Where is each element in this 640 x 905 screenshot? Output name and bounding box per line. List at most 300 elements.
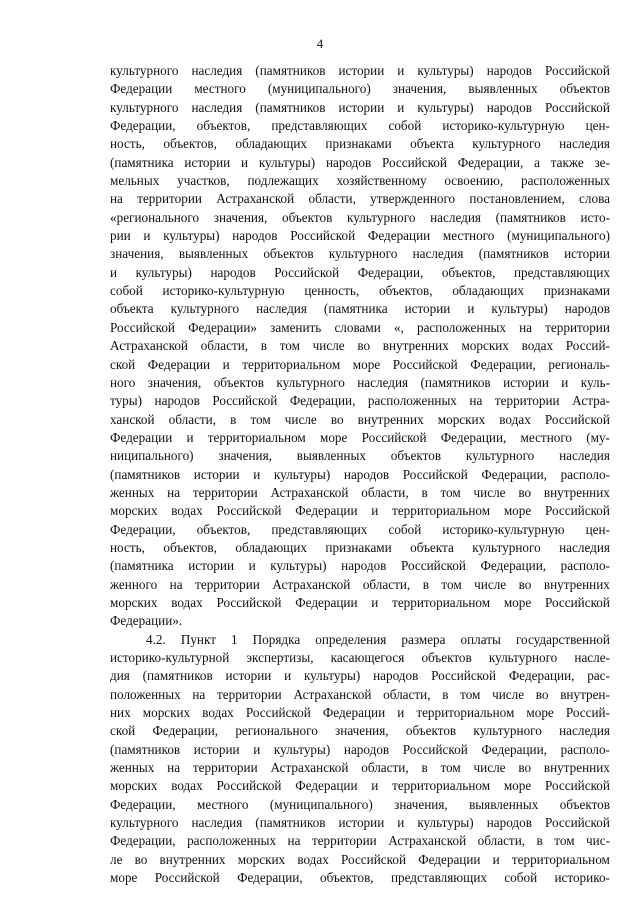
word: собой (388, 118, 422, 134)
word: культуры) (163, 228, 220, 244)
word: морских (237, 851, 286, 867)
word: народов (232, 228, 278, 244)
word: Федерации (110, 81, 173, 97)
word: Федерации, (481, 741, 547, 757)
word: в (421, 760, 428, 776)
word: (памятника (110, 558, 174, 574)
word: во (134, 851, 148, 867)
word: Астра- (572, 393, 610, 409)
word: экспертизы, (246, 650, 314, 665)
word: насле- (574, 650, 610, 665)
word: и (371, 503, 379, 519)
word: области, (361, 484, 409, 500)
word: Российской (154, 870, 220, 886)
word: и (371, 594, 379, 610)
word: расположенных (416, 319, 506, 335)
word: Российской (544, 99, 610, 115)
word: историко-культурную (442, 118, 565, 134)
word: истории (188, 558, 235, 574)
word: области, (168, 411, 217, 427)
word: положенных (110, 686, 181, 702)
word: народов (154, 393, 200, 409)
word: культурного (328, 246, 398, 262)
word: Федерации, (237, 870, 303, 886)
word: Федерации, (110, 118, 176, 134)
word: Федерации, (508, 668, 575, 684)
word: (памятников (478, 246, 549, 262)
word: объектов, (163, 136, 217, 152)
text-line (110, 484, 610, 502)
word: «регионального (110, 209, 200, 225)
word: объектов (213, 374, 264, 390)
word: территории (195, 576, 260, 592)
word: Российской (544, 815, 610, 831)
word: обладающих (235, 136, 307, 152)
word: культурного (488, 650, 558, 665)
word: Астраханской (293, 686, 372, 702)
word: Федерации, (110, 521, 176, 537)
word: объектов, (196, 118, 251, 134)
word: (памятников (255, 63, 326, 78)
word: на (167, 760, 181, 776)
text-line (110, 869, 610, 887)
word: и (397, 705, 405, 721)
word: (памятника (323, 301, 388, 317)
word: располо- (560, 466, 610, 482)
text-line (110, 282, 610, 300)
word: историко-культурной (110, 650, 230, 665)
word: культурного (472, 136, 541, 152)
word: Федерации (295, 594, 358, 610)
word: объекта (110, 301, 154, 317)
word: Федерации, (440, 429, 507, 445)
word: объектов, (163, 539, 217, 555)
word: Федерации, (152, 723, 219, 739)
word: истории (338, 99, 385, 115)
text-line (110, 300, 610, 318)
word: собой (504, 870, 538, 886)
text-line (110, 154, 610, 172)
word: Астраханской (216, 191, 295, 207)
word: историко- (554, 870, 610, 886)
word: числе (492, 686, 525, 702)
word: том (554, 833, 575, 849)
word: (памятников (495, 209, 566, 225)
word: истории (564, 246, 610, 262)
word: культуры) (135, 264, 192, 280)
word: заменить (270, 319, 322, 335)
word: морских (437, 411, 486, 427)
word: цен- (585, 118, 610, 134)
word: значения, (394, 796, 448, 812)
word: наследия (191, 99, 243, 115)
text-line (110, 667, 610, 685)
word: внутренних (382, 338, 449, 354)
word: культурного (110, 99, 179, 115)
word: Астраханской (110, 338, 188, 354)
word: зе- (594, 154, 610, 170)
word: хозяйственному (336, 173, 427, 189)
word: Федерации, (357, 264, 424, 280)
word: и (397, 815, 405, 831)
word: на (167, 484, 181, 500)
word: Федерации (367, 228, 431, 244)
word: значения, (213, 209, 268, 225)
word: (муниципального) (267, 81, 371, 97)
word: участков, (177, 173, 230, 189)
word: располо- (560, 558, 610, 574)
word: море (352, 356, 381, 372)
word: истории (338, 815, 385, 831)
word: представляющих (271, 521, 368, 537)
text-line (110, 521, 610, 539)
word: том (279, 338, 300, 354)
word: располо- (560, 741, 610, 757)
word: наследия (559, 136, 610, 152)
word: территориальном (392, 778, 491, 794)
word: наследия (256, 301, 307, 317)
word: значения, (218, 448, 272, 464)
text-line (110, 374, 610, 392)
word: и (467, 301, 475, 317)
word: числе (312, 338, 345, 354)
word: водах (499, 411, 531, 427)
word: ниципального) (110, 448, 194, 464)
word: значения, (335, 723, 389, 739)
word: туры) (110, 393, 143, 409)
word: объектов, (378, 283, 433, 299)
word: культуры) (417, 815, 474, 831)
word: наследия (412, 246, 464, 262)
word: внутрен- (560, 686, 610, 702)
word: во (330, 411, 344, 427)
word: и (397, 99, 405, 115)
word: и (492, 851, 500, 867)
word: ле (110, 851, 123, 867)
word: Пункт (180, 631, 216, 647)
word: культурного (276, 374, 345, 390)
word: наследия (357, 374, 409, 390)
word: территориальном (242, 356, 341, 372)
text-line (110, 539, 610, 557)
word: внутренних (543, 760, 610, 776)
word: на (192, 686, 206, 702)
word: женного (110, 576, 158, 592)
word: территориальном (392, 503, 491, 519)
word: Российской (216, 778, 282, 794)
word: выявленных (468, 81, 538, 97)
word: собой (388, 521, 422, 537)
word: местного (194, 81, 246, 97)
word: Федерации, (110, 833, 176, 849)
text-line (110, 612, 610, 630)
word: постановлением, (469, 191, 565, 207)
word: на (287, 833, 301, 849)
word: Российской (544, 411, 610, 427)
word: расположенных (367, 393, 457, 409)
word: и (371, 778, 379, 794)
word: Россий- (565, 705, 610, 721)
word: культуры) (258, 154, 316, 170)
word: 4.2. (146, 631, 166, 647)
word: внутренних (159, 851, 226, 867)
word: территории (192, 484, 258, 500)
text-line (110, 631, 610, 649)
word: значения, (110, 246, 164, 262)
word: Порядка (252, 631, 301, 647)
word: объектов, (196, 521, 251, 537)
word: области, (383, 686, 431, 702)
word: объектов (263, 246, 314, 262)
word: Российской (402, 466, 468, 482)
word: во (518, 484, 532, 500)
word: выявленных (296, 448, 366, 464)
text-line (110, 337, 610, 355)
word: народов (325, 154, 372, 170)
word: также (550, 154, 584, 170)
body-text (110, 62, 610, 887)
word: словами (334, 319, 381, 335)
word: Российской (341, 851, 407, 867)
text-line (110, 722, 610, 740)
word: на (169, 576, 183, 592)
text-line (110, 796, 610, 814)
word: территориальном (392, 594, 491, 610)
word: выявленных (178, 246, 249, 262)
word: море (110, 870, 138, 886)
text-line (110, 557, 610, 575)
word: размера (401, 631, 446, 647)
word: Российской (274, 264, 340, 280)
word: культуры) (303, 668, 361, 684)
word: водах (202, 705, 234, 721)
word: области, (362, 576, 411, 592)
word: (му- (586, 429, 610, 445)
text-line (110, 741, 610, 759)
text-line (110, 576, 610, 594)
word: Российской (544, 778, 610, 794)
word: море (503, 778, 532, 794)
word: территориальном (511, 851, 610, 867)
page-number: 4 (316, 36, 324, 51)
word: культурного (110, 815, 179, 831)
word: Астраханской (388, 833, 467, 849)
word: Федерации». (110, 613, 183, 629)
word: внутренних (543, 484, 610, 500)
word: наследия (191, 815, 243, 831)
word: в (421, 484, 428, 500)
word: области, (200, 338, 249, 354)
word: Федерации (418, 851, 481, 867)
word: территориальном (207, 429, 306, 445)
word: истории (193, 741, 240, 757)
word: и (397, 63, 405, 78)
text-line (110, 245, 610, 263)
word: морских (110, 778, 158, 794)
word: подлежащих (247, 173, 319, 189)
word: собой (110, 283, 143, 299)
word: и (143, 228, 151, 244)
word: культурного (472, 539, 541, 555)
word: территории (494, 393, 560, 409)
word: (памятников (110, 741, 181, 757)
word: во (518, 576, 532, 592)
word: 1 (231, 631, 238, 647)
word: культурного (473, 723, 542, 739)
word: объектов (390, 448, 442, 464)
text-line (110, 411, 610, 429)
word: культурного (170, 301, 240, 317)
word: том (440, 760, 461, 776)
text-line (110, 594, 610, 612)
word: Федерации (295, 503, 358, 519)
text-line (110, 649, 610, 667)
word: народов (343, 466, 390, 482)
word: Российской (402, 741, 468, 757)
word: истории (503, 374, 549, 390)
word: Федерации, (470, 356, 536, 372)
word: культуры) (491, 301, 548, 317)
word: государственной (515, 631, 610, 647)
word: море (319, 429, 348, 445)
word: объектов (559, 796, 610, 812)
word: культуры) (417, 99, 474, 115)
word: Российской (245, 705, 311, 721)
word: и (284, 668, 292, 684)
text-line (110, 62, 610, 80)
word: (памятника (110, 154, 174, 170)
text-line (110, 209, 610, 227)
word: Федерации (110, 429, 173, 445)
word: рии (110, 228, 131, 244)
word: во (535, 686, 549, 702)
word: ность, (110, 136, 145, 152)
word: народов (341, 558, 387, 574)
word: Российской (290, 228, 356, 244)
word: культурного (110, 63, 179, 78)
word: Федерации, (110, 796, 176, 812)
word: освоению, (444, 173, 504, 189)
word: числе (474, 576, 507, 592)
word: Российской (400, 558, 466, 574)
word: морских (110, 594, 158, 610)
text-line (110, 392, 610, 410)
word: и (561, 374, 569, 390)
word: культуры) (417, 63, 474, 78)
word: море (526, 705, 554, 721)
word: территории (216, 686, 282, 702)
word: народов (564, 301, 610, 317)
word: объектов, (320, 870, 374, 886)
word: определения (315, 631, 387, 647)
word: (памятников (255, 815, 326, 831)
word: выявленных (469, 796, 539, 812)
word: ценность, (304, 283, 360, 299)
word: оплаты (460, 631, 501, 647)
word: области, (361, 760, 409, 776)
text-line (110, 99, 610, 117)
word: признаками (543, 283, 610, 299)
text-line (110, 832, 610, 850)
word: области, (308, 191, 356, 207)
word: в (536, 833, 543, 849)
word: (памятников (110, 466, 181, 482)
word: (памятников (255, 99, 326, 115)
word: в (260, 338, 267, 354)
word: объектов (282, 209, 333, 225)
word: Астраханской (272, 576, 351, 592)
word: и (222, 356, 230, 372)
word: культурного (346, 209, 416, 225)
word: народов (486, 63, 532, 78)
word: значения, (392, 81, 447, 97)
word: истории (338, 63, 385, 78)
word: в (442, 686, 449, 702)
word: Российской (381, 154, 447, 170)
word: и (253, 741, 261, 757)
word: обладающих (452, 283, 524, 299)
word: народов (210, 264, 256, 280)
word: женных (110, 760, 155, 776)
word: числе (284, 411, 317, 427)
word: водах (297, 851, 329, 867)
word: внутренних (543, 576, 610, 592)
word: и (253, 466, 261, 482)
word: ской (110, 356, 136, 372)
word: обладающих (235, 539, 307, 555)
word: истории (184, 154, 231, 170)
word: объектов (559, 81, 610, 97)
word: ного (110, 374, 136, 390)
word: народов (343, 741, 390, 757)
word: представляющих (513, 264, 610, 280)
word: местного (196, 796, 249, 812)
word: Российской (544, 594, 610, 610)
text-line (110, 135, 610, 153)
word: ской (110, 723, 136, 739)
word: Федерации, (289, 393, 356, 409)
word: Астраханской (270, 484, 349, 500)
word: территории (137, 191, 202, 207)
word: наследия (430, 209, 481, 225)
word: водах (171, 503, 203, 519)
word: Федерации» (188, 319, 258, 335)
word: объектов (405, 723, 457, 739)
word: (муниципального) (269, 796, 373, 812)
word: истории (225, 668, 272, 684)
word: наследия (559, 448, 610, 464)
word: представляющих (271, 118, 368, 134)
word: расположенных (520, 173, 610, 189)
word: (памятников (420, 374, 491, 390)
word: местного (442, 228, 495, 244)
word: исто- (580, 209, 610, 225)
text-line (110, 704, 610, 722)
text-line (110, 447, 610, 465)
word: Федерации (147, 356, 211, 372)
word: Федерации (322, 705, 386, 721)
word: том (250, 411, 271, 427)
word: водах (171, 778, 203, 794)
text-line (110, 777, 610, 795)
word: дия (110, 668, 130, 684)
word: морских (142, 705, 191, 721)
text-line (110, 227, 610, 245)
text-line (110, 172, 610, 190)
word: «, (393, 319, 404, 335)
word: Российской (544, 503, 610, 519)
word: ханской (110, 411, 155, 427)
